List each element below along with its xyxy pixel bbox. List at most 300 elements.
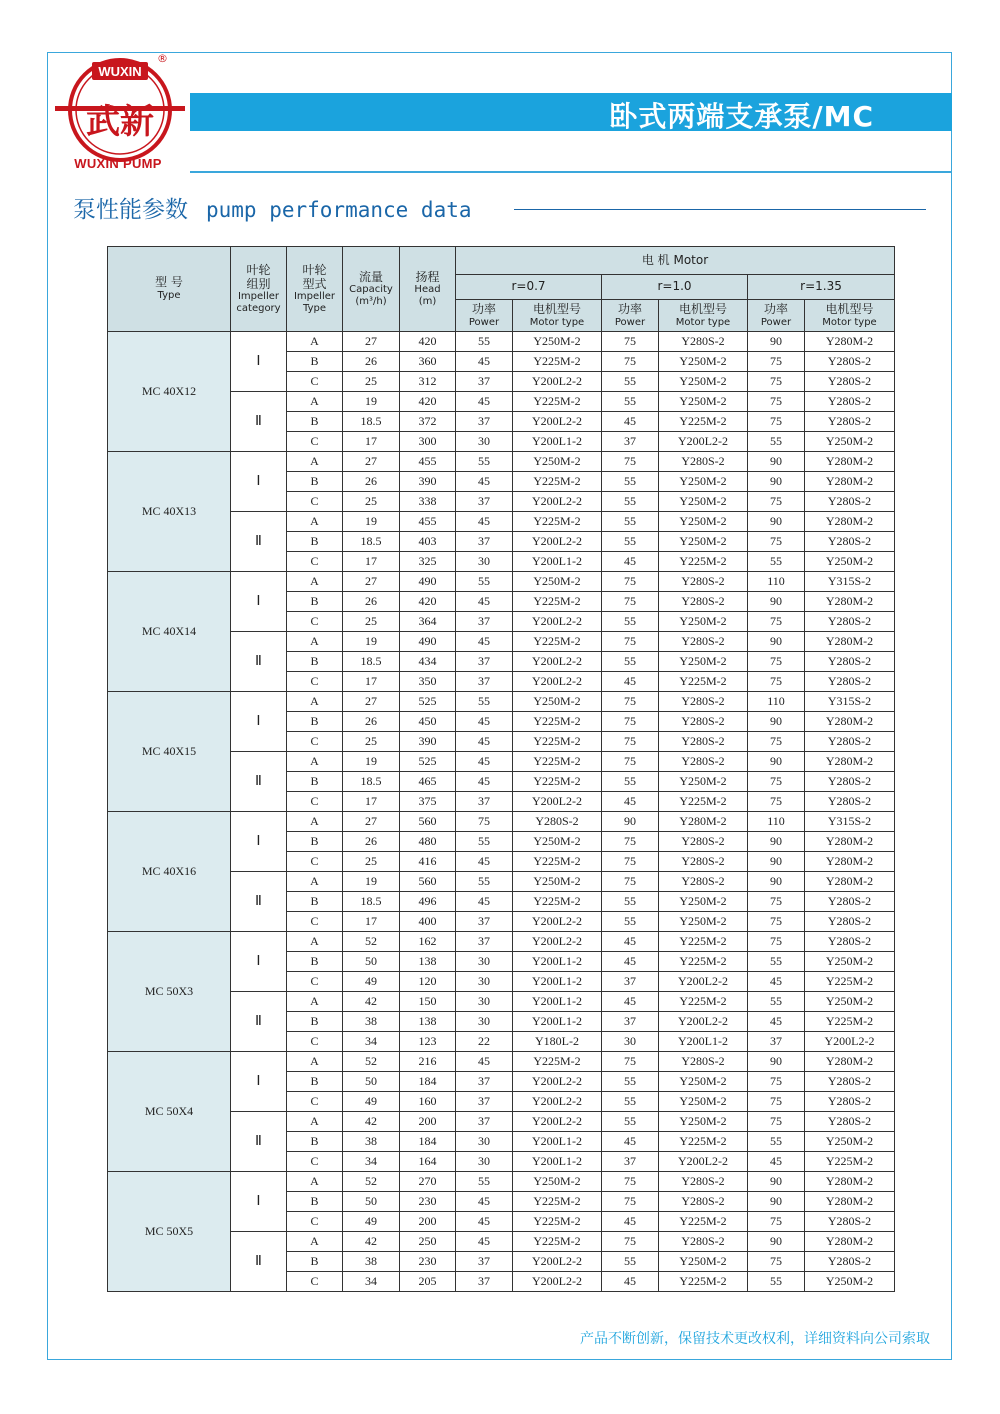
- power-cell: 75: [748, 492, 805, 512]
- power-cell: 90: [748, 332, 805, 352]
- motor-type-cell: Y280S-2: [659, 632, 748, 652]
- capacity-cell: 27: [343, 692, 400, 712]
- motor-type-cell: Y250M-2: [659, 912, 748, 932]
- capacity-cell: 17: [343, 432, 400, 452]
- power-cell: 37: [456, 792, 513, 812]
- power-cell: 30: [602, 1032, 659, 1052]
- power-cell: 30: [456, 432, 513, 452]
- power-cell: 37: [456, 672, 513, 692]
- performance-table-body: [108, 332, 895, 1292]
- logo-top-text: WUXIN: [98, 64, 142, 79]
- header-ratio-1-0: r=1.0: [602, 275, 748, 300]
- power-cell: 110: [748, 572, 805, 592]
- impeller-type-cell: C: [287, 432, 343, 452]
- power-cell: 75: [602, 352, 659, 372]
- power-cell: 55: [602, 1112, 659, 1132]
- capacity-cell: 17: [343, 552, 400, 572]
- impeller-type-cell: C: [287, 372, 343, 392]
- motor-type-cell: Y280S-2: [805, 912, 895, 932]
- power-cell: 45: [602, 672, 659, 692]
- power-cell: 75: [602, 572, 659, 592]
- motor-type-cell: Y200L2-2: [513, 372, 602, 392]
- power-cell: 55: [602, 1072, 659, 1092]
- power-cell: 55: [602, 912, 659, 932]
- head-cell: 162: [400, 932, 456, 952]
- power-cell: 90: [748, 1232, 805, 1252]
- power-cell: 75: [602, 632, 659, 652]
- capacity-cell: 18.5: [343, 772, 400, 792]
- header-type: 型 号 Type: [108, 247, 231, 332]
- motor-type-cell: Y280S-2: [805, 412, 895, 432]
- power-cell: 75: [748, 1092, 805, 1112]
- head-cell: 150: [400, 992, 456, 1012]
- motor-type-cell: Y280S-2: [805, 1092, 895, 1112]
- motor-type-cell: Y200L1-2: [513, 552, 602, 572]
- title-bar: [190, 93, 952, 131]
- motor-type-cell: Y225M-2: [513, 892, 602, 912]
- capacity-cell: 38: [343, 1132, 400, 1152]
- power-cell: 30: [456, 552, 513, 572]
- motor-type-cell: Y180L-2: [513, 1032, 602, 1052]
- motor-type-cell: Y280M-2: [805, 872, 895, 892]
- impeller-type-cell: B: [287, 892, 343, 912]
- model-type-cell: MC 40X12: [108, 332, 231, 452]
- power-cell: 90: [748, 872, 805, 892]
- header-head: 扬程 Head (m): [400, 247, 456, 332]
- power-cell: 37: [602, 1152, 659, 1172]
- impeller-type-cell: B: [287, 412, 343, 432]
- power-cell: 75: [748, 672, 805, 692]
- motor-type-cell: Y200L1-2: [513, 992, 602, 1012]
- impeller-type-cell: C: [287, 1032, 343, 1052]
- header-impeller-type: 叶轮 型式 Impeller Type: [287, 247, 343, 332]
- motor-type-cell: Y280M-2: [805, 1232, 895, 1252]
- head-cell: 338: [400, 492, 456, 512]
- footer-note: 产品不断创新，保留技术更改权利，详细资料向公司索取: [580, 1331, 930, 1347]
- power-cell: 75: [748, 412, 805, 432]
- power-cell: 90: [748, 512, 805, 532]
- head-cell: 360: [400, 352, 456, 372]
- motor-type-cell: Y200L2-2: [513, 652, 602, 672]
- motor-type-cell: Y280M-2: [805, 1172, 895, 1192]
- capacity-cell: 25: [343, 852, 400, 872]
- motor-type-cell: Y280M-2: [805, 632, 895, 652]
- impeller-type-cell: B: [287, 1072, 343, 1092]
- motor-type-cell: Y225M-2: [513, 472, 602, 492]
- power-cell: 45: [456, 1052, 513, 1072]
- motor-type-cell: Y280S-2: [805, 1112, 895, 1132]
- section-rule: [514, 209, 926, 210]
- header-motor-type: 电机型号 Motor type: [805, 300, 895, 332]
- capacity-cell: 25: [343, 492, 400, 512]
- motor-type-cell: Y200L2-2: [513, 912, 602, 932]
- capacity-cell: 42: [343, 1112, 400, 1132]
- impeller-type-cell: C: [287, 612, 343, 632]
- head-cell: 350: [400, 672, 456, 692]
- power-cell: 55: [748, 952, 805, 972]
- header-motor-type: 电机型号 Motor type: [659, 300, 748, 332]
- head-cell: 420: [400, 592, 456, 612]
- header-ratio-1-35: r=1.35: [748, 275, 895, 300]
- impeller-category-cell: Ⅱ: [231, 1232, 287, 1292]
- power-cell: 90: [748, 1172, 805, 1192]
- power-cell: 30: [456, 1152, 513, 1172]
- power-cell: 45: [456, 1232, 513, 1252]
- header-motor: 电 机 Motor: [456, 247, 895, 275]
- motor-type-cell: Y250M-2: [513, 1172, 602, 1192]
- power-cell: 45: [602, 1272, 659, 1292]
- impeller-type-cell: A: [287, 392, 343, 412]
- power-cell: 75: [602, 1192, 659, 1212]
- capacity-cell: 52: [343, 1052, 400, 1072]
- power-cell: 90: [748, 472, 805, 492]
- motor-type-cell: Y250M-2: [513, 832, 602, 852]
- power-cell: 37: [456, 492, 513, 512]
- power-cell: 37: [456, 1112, 513, 1132]
- head-cell: 455: [400, 452, 456, 472]
- impeller-type-cell: C: [287, 972, 343, 992]
- motor-type-cell: Y280S-2: [805, 792, 895, 812]
- motor-type-cell: Y225M-2: [513, 1232, 602, 1252]
- impeller-type-cell: C: [287, 1272, 343, 1292]
- power-cell: 45: [748, 972, 805, 992]
- impeller-type-cell: B: [287, 1252, 343, 1272]
- motor-type-cell: Y200L2-2: [513, 612, 602, 632]
- power-cell: 55: [602, 612, 659, 632]
- head-cell: 164: [400, 1152, 456, 1172]
- motor-type-cell: Y250M-2: [659, 1252, 748, 1272]
- impeller-category-cell: Ⅱ: [231, 992, 287, 1052]
- capacity-cell: 50: [343, 952, 400, 972]
- motor-type-cell: Y250M-2: [659, 772, 748, 792]
- motor-type-cell: Y225M-2: [513, 592, 602, 612]
- power-cell: 45: [456, 892, 513, 912]
- head-cell: 490: [400, 572, 456, 592]
- power-cell: 75: [748, 392, 805, 412]
- motor-type-cell: Y280M-2: [805, 592, 895, 612]
- power-cell: 90: [748, 1192, 805, 1212]
- power-cell: 55: [602, 1252, 659, 1272]
- motor-type-cell: Y280S-2: [659, 832, 748, 852]
- impeller-type-cell: C: [287, 492, 343, 512]
- head-cell: 390: [400, 732, 456, 752]
- power-cell: 90: [748, 632, 805, 652]
- motor-type-cell: Y225M-2: [513, 772, 602, 792]
- power-cell: 55: [602, 492, 659, 512]
- capacity-cell: 34: [343, 1032, 400, 1052]
- power-cell: 55: [748, 992, 805, 1012]
- motor-type-cell: Y280S-2: [659, 752, 748, 772]
- head-cell: 375: [400, 792, 456, 812]
- head-cell: 420: [400, 332, 456, 352]
- head-cell: 230: [400, 1192, 456, 1212]
- section-title-en: pump performance data: [206, 198, 472, 222]
- power-cell: 75: [748, 1212, 805, 1232]
- motor-type-cell: Y225M-2: [513, 852, 602, 872]
- power-cell: 55: [602, 652, 659, 672]
- power-cell: 55: [748, 552, 805, 572]
- capacity-cell: 26: [343, 592, 400, 612]
- capacity-cell: 49: [343, 1092, 400, 1112]
- impeller-type-cell: B: [287, 1192, 343, 1212]
- motor-type-cell: Y280S-2: [805, 612, 895, 632]
- motor-type-cell: Y250M-2: [805, 1132, 895, 1152]
- head-cell: 200: [400, 1212, 456, 1232]
- capacity-cell: 18.5: [343, 412, 400, 432]
- impeller-category-cell: Ⅱ: [231, 392, 287, 452]
- power-cell: 75: [748, 652, 805, 672]
- power-cell: 75: [748, 892, 805, 912]
- power-cell: 90: [748, 712, 805, 732]
- power-cell: 75: [602, 592, 659, 612]
- motor-type-cell: Y250M-2: [805, 1272, 895, 1292]
- capacity-cell: 19: [343, 752, 400, 772]
- head-cell: 300: [400, 432, 456, 452]
- impeller-type-cell: A: [287, 872, 343, 892]
- motor-type-cell: Y280S-2: [659, 872, 748, 892]
- motor-type-cell: Y225M-2: [513, 752, 602, 772]
- head-cell: 400: [400, 912, 456, 932]
- motor-type-cell: Y250M-2: [659, 652, 748, 672]
- logo-brand-text: WUXIN PUMP: [74, 156, 162, 171]
- motor-type-cell: Y225M-2: [513, 632, 602, 652]
- capacity-cell: 34: [343, 1152, 400, 1172]
- motor-type-cell: Y280S-2: [659, 692, 748, 712]
- header-power: 功率 Power: [456, 300, 513, 332]
- head-cell: 250: [400, 1232, 456, 1252]
- impeller-type-cell: B: [287, 532, 343, 552]
- power-cell: 45: [748, 1152, 805, 1172]
- power-cell: 37: [602, 972, 659, 992]
- power-cell: 75: [602, 1232, 659, 1252]
- motor-type-cell: Y250M-2: [805, 992, 895, 1012]
- head-cell: 560: [400, 812, 456, 832]
- motor-type-cell: Y250M-2: [805, 552, 895, 572]
- capacity-cell: 25: [343, 612, 400, 632]
- power-cell: 45: [602, 792, 659, 812]
- motor-type-cell: Y280S-2: [659, 732, 748, 752]
- motor-type-cell: Y280S-2: [805, 1252, 895, 1272]
- impeller-type-cell: A: [287, 632, 343, 652]
- motor-type-cell: Y315S-2: [805, 692, 895, 712]
- motor-type-cell: Y280S-2: [659, 852, 748, 872]
- power-cell: 90: [748, 452, 805, 472]
- impeller-type-cell: A: [287, 512, 343, 532]
- capacity-cell: 49: [343, 972, 400, 992]
- capacity-cell: 18.5: [343, 892, 400, 912]
- motor-type-cell: Y280S-2: [659, 1172, 748, 1192]
- impeller-type-cell: A: [287, 752, 343, 772]
- impeller-type-cell: B: [287, 592, 343, 612]
- header-impeller-category: 叶轮 组别 Impeller category: [231, 247, 287, 332]
- head-cell: 455: [400, 512, 456, 532]
- motor-type-cell: Y250M-2: [513, 572, 602, 592]
- motor-type-cell: Y225M-2: [659, 992, 748, 1012]
- motor-type-cell: Y200L1-2: [513, 1152, 602, 1172]
- motor-type-cell: Y280M-2: [805, 512, 895, 532]
- head-cell: 372: [400, 412, 456, 432]
- motor-type-cell: Y280S-2: [805, 492, 895, 512]
- power-cell: 75: [748, 532, 805, 552]
- power-cell: 37: [456, 932, 513, 952]
- motor-type-cell: Y200L2-2: [513, 1252, 602, 1272]
- head-cell: 496: [400, 892, 456, 912]
- motor-type-cell: Y315S-2: [805, 572, 895, 592]
- motor-type-cell: Y225M-2: [659, 552, 748, 572]
- head-cell: 312: [400, 372, 456, 392]
- head-cell: 138: [400, 1012, 456, 1032]
- header-motor-type: 电机型号 Motor type: [513, 300, 602, 332]
- power-cell: 75: [602, 732, 659, 752]
- power-cell: 30: [456, 1132, 513, 1152]
- motor-type-cell: Y200L2-2: [513, 492, 602, 512]
- capacity-cell: 26: [343, 712, 400, 732]
- impeller-category-cell: Ⅰ: [231, 932, 287, 992]
- impeller-type-cell: B: [287, 652, 343, 672]
- motor-type-cell: Y280M-2: [805, 752, 895, 772]
- title-underline: [190, 171, 952, 173]
- capacity-cell: 38: [343, 1012, 400, 1032]
- power-cell: 75: [602, 1172, 659, 1192]
- impeller-category-cell: Ⅰ: [231, 332, 287, 392]
- motor-type-cell: Y200L2-2: [659, 1152, 748, 1172]
- motor-type-cell: Y250M-2: [659, 372, 748, 392]
- motor-type-cell: Y200L2-2: [513, 1272, 602, 1292]
- power-cell: 45: [602, 1132, 659, 1152]
- power-cell: 37: [602, 432, 659, 452]
- motor-type-cell: Y225M-2: [659, 792, 748, 812]
- motor-type-cell: Y280S-2: [659, 712, 748, 732]
- capacity-cell: 27: [343, 452, 400, 472]
- motor-type-cell: Y225M-2: [659, 1212, 748, 1232]
- motor-type-cell: Y250M-2: [805, 432, 895, 452]
- table-row: [108, 692, 895, 712]
- motor-type-cell: Y200L1-2: [513, 972, 602, 992]
- power-cell: 110: [748, 692, 805, 712]
- head-cell: 416: [400, 852, 456, 872]
- power-cell: 75: [748, 932, 805, 952]
- capacity-cell: 25: [343, 732, 400, 752]
- motor-type-cell: Y280M-2: [805, 1052, 895, 1072]
- head-cell: 216: [400, 1052, 456, 1072]
- motor-type-cell: Y250M-2: [659, 892, 748, 912]
- capacity-cell: 19: [343, 512, 400, 532]
- power-cell: 55: [456, 572, 513, 592]
- table-row: [108, 932, 895, 952]
- head-cell: 480: [400, 832, 456, 852]
- impeller-type-cell: B: [287, 352, 343, 372]
- impeller-category-cell: Ⅱ: [231, 512, 287, 572]
- power-cell: 45: [456, 1192, 513, 1212]
- power-cell: 37: [456, 412, 513, 432]
- motor-type-cell: Y225M-2: [513, 732, 602, 752]
- motor-type-cell: Y250M-2: [659, 612, 748, 632]
- impeller-type-cell: A: [287, 332, 343, 352]
- motor-type-cell: Y250M-2: [513, 332, 602, 352]
- head-cell: 364: [400, 612, 456, 632]
- motor-type-cell: Y200L1-2: [659, 1032, 748, 1052]
- impeller-type-cell: C: [287, 852, 343, 872]
- impeller-category-cell: Ⅰ: [231, 452, 287, 512]
- power-cell: 37: [456, 912, 513, 932]
- power-cell: 75: [748, 612, 805, 632]
- motor-type-cell: Y280S-2: [805, 532, 895, 552]
- capacity-cell: 19: [343, 872, 400, 892]
- capacity-cell: 26: [343, 832, 400, 852]
- section-title-cn: 泵性能参数: [73, 197, 188, 223]
- motor-type-cell: Y200L2-2: [659, 432, 748, 452]
- motor-type-cell: Y225M-2: [513, 512, 602, 532]
- power-cell: 30: [456, 952, 513, 972]
- model-type-cell: MC 50X4: [108, 1052, 231, 1172]
- capacity-cell: 18.5: [343, 532, 400, 552]
- power-cell: 75: [748, 732, 805, 752]
- head-cell: 160: [400, 1092, 456, 1112]
- impeller-type-cell: A: [287, 1172, 343, 1192]
- power-cell: 30: [456, 1012, 513, 1032]
- motor-type-cell: Y280M-2: [805, 832, 895, 852]
- head-cell: 450: [400, 712, 456, 732]
- head-cell: 525: [400, 692, 456, 712]
- head-cell: 325: [400, 552, 456, 572]
- head-cell: 184: [400, 1072, 456, 1092]
- capacity-cell: 49: [343, 1212, 400, 1232]
- motor-type-cell: Y200L2-2: [513, 1092, 602, 1112]
- power-cell: 75: [748, 352, 805, 372]
- power-cell: 55: [748, 432, 805, 452]
- capacity-cell: 18.5: [343, 652, 400, 672]
- motor-type-cell: Y200L2-2: [805, 1032, 895, 1052]
- capacity-cell: 42: [343, 992, 400, 1012]
- impeller-type-cell: B: [287, 472, 343, 492]
- power-cell: 55: [602, 892, 659, 912]
- power-cell: 45: [456, 592, 513, 612]
- motor-type-cell: Y280S-2: [805, 732, 895, 752]
- power-cell: 90: [748, 832, 805, 852]
- capacity-cell: 17: [343, 792, 400, 812]
- motor-type-cell: Y280S-2: [659, 1232, 748, 1252]
- motor-type-cell: Y200L2-2: [513, 1112, 602, 1132]
- power-cell: 45: [602, 952, 659, 972]
- impeller-type-cell: C: [287, 552, 343, 572]
- capacity-cell: 34: [343, 1272, 400, 1292]
- impeller-type-cell: C: [287, 672, 343, 692]
- capacity-cell: 26: [343, 352, 400, 372]
- model-type-cell: MC 50X5: [108, 1172, 231, 1292]
- motor-type-cell: Y280S-2: [659, 1192, 748, 1212]
- motor-type-cell: Y280S-2: [659, 332, 748, 352]
- impeller-category-cell: Ⅰ: [231, 572, 287, 632]
- motor-type-cell: Y225M-2: [805, 1152, 895, 1172]
- power-cell: 55: [456, 832, 513, 852]
- power-cell: 45: [456, 352, 513, 372]
- motor-type-cell: Y280S-2: [513, 812, 602, 832]
- power-cell: 55: [456, 692, 513, 712]
- power-cell: 45: [456, 632, 513, 652]
- power-cell: 55: [602, 772, 659, 792]
- capacity-cell: 27: [343, 572, 400, 592]
- power-cell: 55: [602, 392, 659, 412]
- head-cell: 123: [400, 1032, 456, 1052]
- power-cell: 45: [456, 752, 513, 772]
- table-row: [108, 1052, 895, 1072]
- head-cell: 403: [400, 532, 456, 552]
- impeller-type-cell: C: [287, 1152, 343, 1172]
- motor-type-cell: Y225M-2: [513, 1192, 602, 1212]
- motor-type-cell: Y250M-2: [659, 1072, 748, 1092]
- motor-type-cell: Y280S-2: [805, 772, 895, 792]
- capacity-cell: 26: [343, 472, 400, 492]
